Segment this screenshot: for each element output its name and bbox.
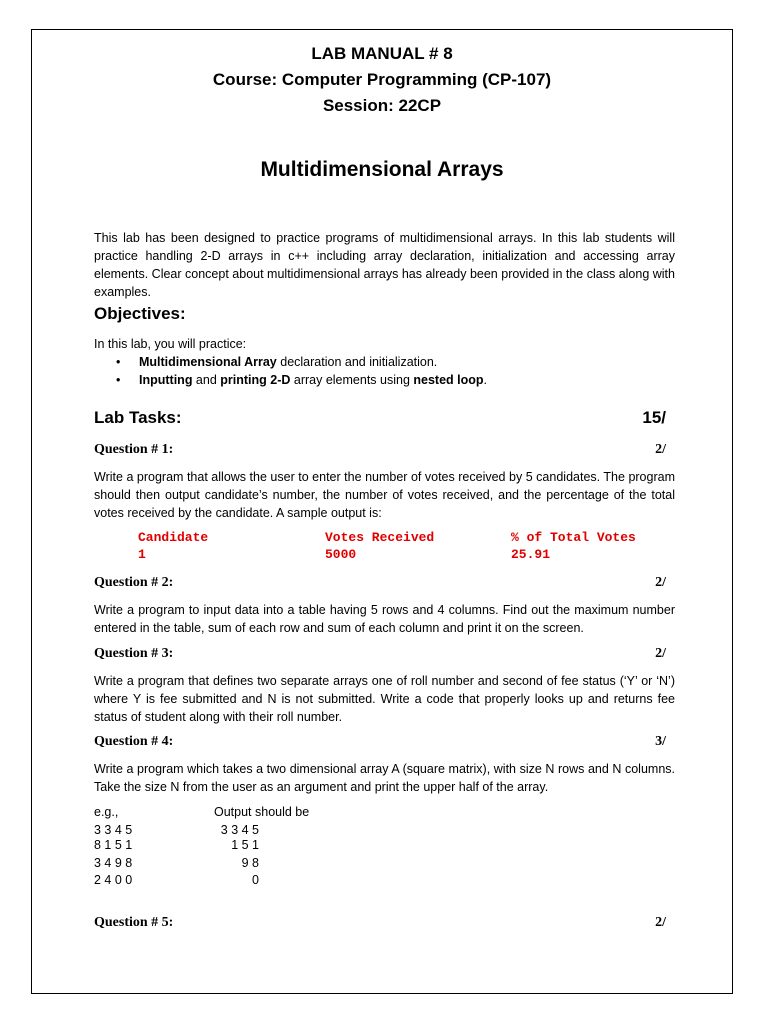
sample-header-votes: Votes Received bbox=[325, 530, 435, 545]
intro-paragraph: This lab has been designed to practice programs of multidimensional arrays. In this lab students will practice handling 2-D arrays in c++ including array declaration, initialization and accessing array elements. Clear concept about multidimensional arrays has already been provided in the class along with examples. bbox=[94, 231, 675, 299]
question-label: Question # 2: bbox=[94, 575, 174, 590]
lab-tasks-total: 15/ bbox=[642, 408, 666, 427]
objectives-lead: In this lab, you will practice: bbox=[94, 337, 247, 351]
sample-value-candidate: 1 bbox=[138, 547, 146, 562]
example-label: e.g., bbox=[94, 805, 119, 819]
question-3-header bbox=[94, 645, 666, 663]
objective-item: • Multidimensional Array declaration and initialization. bbox=[116, 355, 438, 369]
question-label: Question # 4: bbox=[94, 734, 174, 749]
question-1-text: Write a program that allows the user to enter the number of votes received by 5 candidates. The program should then output candidate’s number, the number of votes received, and the percentage of the total votes received by the candidate. A sample output is: bbox=[94, 470, 675, 520]
input-matrix-row: 8 1 5 1 bbox=[94, 838, 133, 852]
question-label: Question # 5: bbox=[94, 915, 174, 930]
objective-item: • Inputting and printing 2-D array elements using nested loop. bbox=[116, 373, 488, 387]
output-matrix-row: 9 8 bbox=[241, 856, 259, 870]
objectives-list bbox=[94, 353, 674, 389]
question-3-text: Write a program that defines two separate arrays one of roll number and second of fee status (‘Y’ or ‘N’) where Y is fee submitted and N is not submitted. Write a code that properly looks up and returns fee status of student along with their roll number. bbox=[94, 674, 675, 724]
course-title: Course: Computer Programming (CP-107) bbox=[212, 70, 552, 89]
manual-number: LAB MANUAL # 8 bbox=[311, 44, 453, 63]
output-matrix-row: 3 3 4 5 bbox=[220, 823, 259, 837]
input-matrix-row: 3 3 4 5 bbox=[94, 823, 133, 837]
sample-header-candidate: Candidate bbox=[138, 530, 209, 545]
output-matrix-row: 0 bbox=[252, 873, 259, 887]
sample-header-percent: % of Total Votes bbox=[511, 530, 636, 545]
question-2-text: Write a program to input data into a table having 5 rows and 4 columns. Find out the maximum number entered in the table, sum of each row and sum of each column and print it on the screen. bbox=[94, 603, 675, 635]
question-2-header bbox=[94, 574, 666, 592]
question-4-header bbox=[94, 733, 666, 751]
question-points: 2/ bbox=[655, 646, 666, 661]
sample-value-votes: 5000 bbox=[325, 547, 357, 562]
question-points: 2/ bbox=[655, 915, 666, 930]
session: Session: 22CP bbox=[322, 96, 442, 115]
question-label: Question # 3: bbox=[94, 646, 174, 661]
page-title: Multidimensional Arrays bbox=[260, 158, 504, 181]
lab-tasks-header bbox=[94, 406, 666, 430]
output-label: Output should be bbox=[214, 805, 310, 819]
sample-value-percent: 25.91 bbox=[511, 547, 551, 562]
question-4-text: Write a program which takes a two dimensional array A (square matrix), with size N rows and N columns. Take the size N from the user as an argument and print the upper half of the array. bbox=[94, 762, 675, 794]
question-5-header bbox=[94, 914, 666, 932]
objectives-heading: Objectives: bbox=[94, 304, 186, 323]
lab-tasks-heading: Lab Tasks: bbox=[94, 408, 182, 427]
question-points: 2/ bbox=[655, 575, 666, 590]
question-points: 3/ bbox=[655, 734, 666, 749]
input-matrix-row: 2 4 0 0 bbox=[94, 873, 133, 887]
bullet-icon: • bbox=[116, 355, 121, 369]
bullet-icon: • bbox=[116, 373, 121, 387]
output-matrix-row: 1 5 1 bbox=[231, 838, 259, 852]
question-1-header bbox=[94, 441, 666, 459]
question-points: 2/ bbox=[655, 442, 666, 457]
input-matrix-row: 3 4 9 8 bbox=[94, 856, 133, 870]
question-label: Question # 1: bbox=[94, 442, 174, 457]
